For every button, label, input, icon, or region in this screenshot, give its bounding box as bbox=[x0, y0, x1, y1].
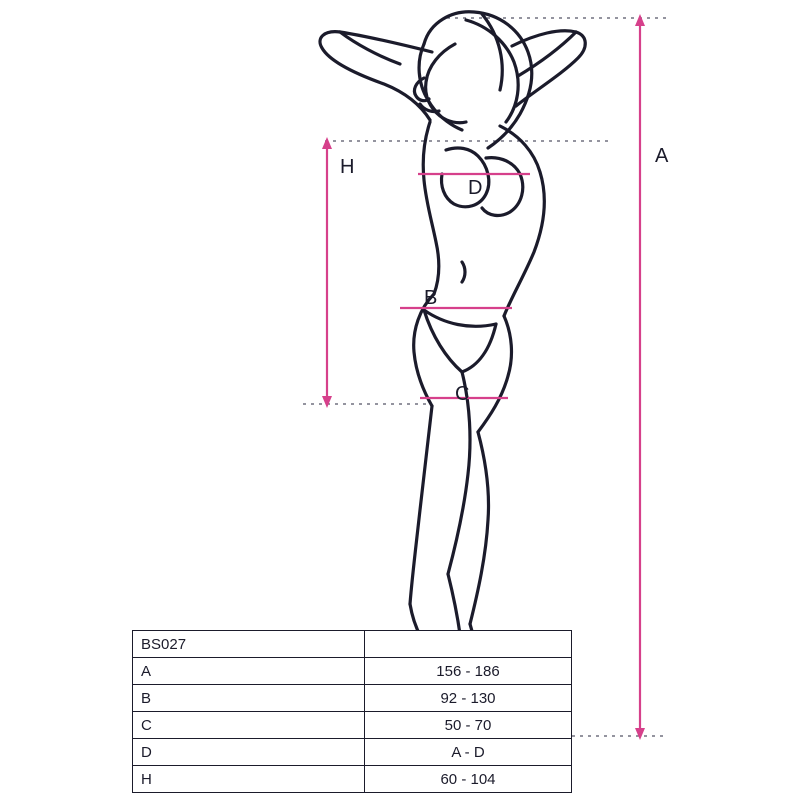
table-cell-value: 50 - 70 bbox=[365, 712, 572, 739]
measure-label-d: D bbox=[468, 177, 483, 199]
table-cell-key: A bbox=[133, 658, 365, 685]
measure-label-c: C bbox=[455, 383, 470, 405]
table-cell-key: BS027 bbox=[133, 631, 365, 658]
table-cell-key: D bbox=[133, 739, 365, 766]
table-cell-value: A - D bbox=[365, 739, 572, 766]
table-cell-key: H bbox=[133, 766, 365, 793]
table-cell-value: 92 - 130 bbox=[365, 685, 572, 712]
table-row bbox=[133, 712, 572, 739]
table-row bbox=[133, 685, 572, 712]
table-cell-value bbox=[365, 631, 572, 658]
table-row bbox=[133, 658, 572, 685]
table-cell-value: 60 - 104 bbox=[365, 766, 572, 793]
table-row bbox=[133, 631, 572, 658]
measure-label-a: A bbox=[655, 145, 669, 167]
measure-label-b: B bbox=[424, 287, 438, 309]
table-row bbox=[133, 766, 572, 793]
table-cell-key: C bbox=[133, 712, 365, 739]
measure-label-h: H bbox=[340, 156, 355, 178]
dotted-guides bbox=[303, 18, 668, 736]
table-row bbox=[133, 739, 572, 766]
table-cell-key: B bbox=[133, 685, 365, 712]
table-cell-value: 156 - 186 bbox=[365, 658, 572, 685]
size-table bbox=[132, 630, 572, 793]
